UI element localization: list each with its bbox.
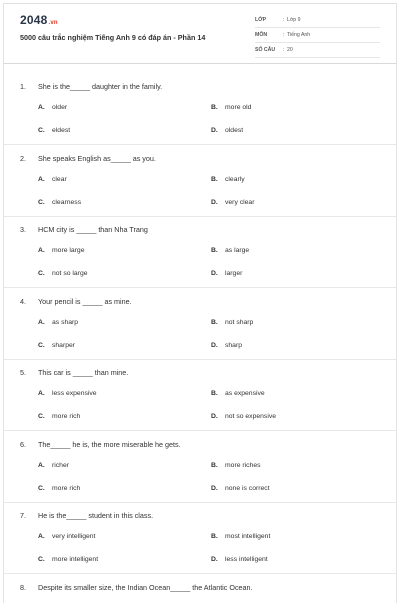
answer-option[interactable]	[38, 199, 81, 206]
option-letter: A.	[38, 390, 45, 397]
meta-row-grade	[255, 13, 380, 28]
answer-option[interactable]	[38, 270, 88, 277]
meta-key: SỐ CÂU	[255, 46, 276, 53]
option-letter: C.	[38, 127, 45, 134]
option-letter: C.	[38, 341, 45, 349]
answer-option[interactable]	[38, 176, 67, 183]
option-letter: D.	[211, 127, 218, 134]
option-text: not sharp	[225, 318, 254, 326]
option-letter: B.	[211, 247, 218, 254]
option-letter: D.	[211, 341, 218, 349]
option-text: eldest	[52, 127, 71, 134]
question-number: 7.	[20, 511, 26, 520]
answer-option[interactable]	[38, 247, 85, 254]
option-letter: D.	[211, 484, 218, 492]
question-number: 3.	[20, 225, 26, 234]
question-divider	[3, 573, 397, 574]
option-text: very intelligent	[52, 533, 96, 540]
option-letter: B.	[211, 390, 218, 397]
answer-option[interactable]	[211, 462, 261, 469]
question-divider	[3, 430, 397, 431]
question-stem: This car is _____ than mine.	[38, 368, 129, 377]
option-letter: C.	[38, 556, 45, 563]
question-stem: She is the_____ daughter in the family.	[38, 82, 163, 91]
question-text	[20, 297, 132, 306]
meta-separator: :	[283, 31, 285, 38]
question-text	[20, 440, 181, 449]
answer-option[interactable]	[211, 413, 276, 420]
question-divider	[3, 144, 397, 145]
question-text	[20, 82, 162, 91]
answer-option[interactable]	[38, 462, 69, 469]
option-letter: C.	[38, 484, 45, 492]
answer-option[interactable]	[38, 390, 97, 397]
option-text: sharper	[52, 341, 76, 349]
answer-option[interactable]	[211, 533, 270, 540]
option-letter: A.	[38, 104, 45, 111]
option-letter: B.	[211, 104, 218, 111]
answer-option[interactable]	[38, 485, 80, 492]
option-text: as large	[225, 247, 250, 254]
option-text: sharp	[225, 341, 243, 349]
question-stem: Your pencil is _____ as mine.	[38, 296, 132, 306]
answer-option[interactable]	[211, 556, 268, 563]
option-letter: A.	[38, 318, 45, 326]
site-logo[interactable]	[20, 13, 58, 27]
option-letter: A.	[38, 175, 45, 183]
option-letter: B.	[211, 318, 218, 326]
question-text	[20, 511, 153, 520]
meta-value: 20	[287, 46, 293, 53]
option-text: most intelligent	[225, 533, 271, 540]
question-divider	[3, 216, 397, 217]
option-letter: A.	[38, 461, 45, 469]
option-letter: D.	[211, 556, 218, 563]
option-text: none is correct	[225, 484, 270, 492]
question-number: 6.	[20, 439, 26, 449]
option-letter: C.	[38, 198, 45, 206]
answer-option[interactable]	[211, 176, 245, 183]
logo-text: 2048	[20, 13, 48, 27]
question-stem: Despite its smaller size, the Indian Ocean_____ the Atlantic Ocean.	[38, 582, 253, 592]
option-text: less expensive	[52, 390, 97, 397]
option-text: more rich	[52, 413, 81, 420]
question-number: 1.	[20, 82, 26, 91]
option-letter: A.	[38, 533, 45, 540]
option-letter: D.	[211, 198, 218, 206]
option-letter: D.	[211, 413, 218, 420]
document-title: 5000 câu trắc nghiệm Tiếng Anh 9 có đáp án - Phần 14	[20, 33, 206, 42]
meta-value: Lớp 9	[287, 16, 301, 23]
answer-option[interactable]	[211, 342, 242, 349]
option-text: more riches	[225, 461, 261, 469]
option-text: not so large	[52, 270, 88, 277]
meta-row-subject	[255, 28, 380, 43]
answer-option[interactable]	[211, 247, 249, 254]
question-stem: He is the_____ student in this class.	[38, 511, 154, 520]
meta-separator: :	[283, 46, 285, 53]
question-number: 4.	[20, 296, 26, 306]
question-divider	[3, 359, 397, 360]
option-text: as expensive	[225, 390, 265, 397]
question-number: 2.	[20, 153, 26, 163]
answer-option[interactable]	[211, 319, 253, 326]
meta-table	[255, 13, 380, 58]
option-text: more intelligent	[52, 556, 99, 563]
question-stem: The_____ he is, the more miserable he gets.	[38, 439, 181, 449]
question-text	[20, 368, 128, 377]
answer-option[interactable]	[38, 556, 98, 563]
logo-suffix: .vn	[48, 20, 58, 26]
option-letter: C.	[38, 270, 45, 277]
question-divider	[3, 287, 397, 288]
option-text: oldest	[225, 127, 244, 134]
option-letter: B.	[211, 461, 218, 469]
question-number: 5.	[20, 368, 26, 377]
question-stem: She speaks English as_____ as you.	[38, 153, 156, 163]
option-text: more old	[225, 104, 252, 111]
question-divider	[3, 502, 397, 503]
answer-option[interactable]	[38, 533, 95, 540]
answer-option[interactable]	[211, 485, 270, 492]
option-text: more large	[52, 247, 85, 254]
answer-option[interactable]	[211, 270, 242, 277]
option-text: older	[52, 104, 68, 111]
option-text: clearness	[52, 198, 82, 206]
option-letter: B.	[211, 533, 218, 540]
question-text	[20, 225, 148, 234]
question-number: 8.	[20, 582, 26, 592]
answer-option[interactable]	[211, 390, 265, 397]
option-letter: D.	[211, 270, 218, 277]
question-stem: HCM city is _____ than Nha Trang	[38, 225, 148, 234]
option-text: larger	[225, 270, 243, 277]
answer-option[interactable]	[211, 127, 243, 134]
answer-option[interactable]	[211, 104, 251, 111]
meta-key: LỚP	[255, 16, 267, 23]
option-text: clearly	[225, 175, 245, 183]
header-divider	[3, 63, 397, 64]
question-text	[20, 583, 253, 592]
option-text: more rich	[52, 484, 81, 492]
question-text	[20, 154, 156, 163]
answer-option[interactable]	[38, 319, 78, 326]
meta-separator: :	[283, 16, 285, 23]
answer-option[interactable]	[38, 413, 80, 420]
option-letter: B.	[211, 175, 218, 183]
option-text: richer	[52, 461, 69, 469]
meta-key: MÔN	[255, 31, 268, 38]
answer-option[interactable]	[38, 104, 67, 111]
answer-option[interactable]	[38, 127, 70, 134]
option-text: very clear	[225, 198, 255, 206]
option-text: not so expensive	[225, 413, 277, 420]
option-letter: A.	[38, 247, 45, 254]
answer-option[interactable]	[38, 342, 75, 349]
option-text: less intelligent	[225, 556, 268, 563]
answer-option[interactable]	[211, 199, 254, 206]
meta-row-count	[255, 43, 380, 58]
option-text: clear	[52, 175, 67, 183]
option-text: as sharp	[52, 318, 79, 326]
option-letter: C.	[38, 413, 45, 420]
meta-value: Tiếng Anh	[287, 31, 311, 38]
